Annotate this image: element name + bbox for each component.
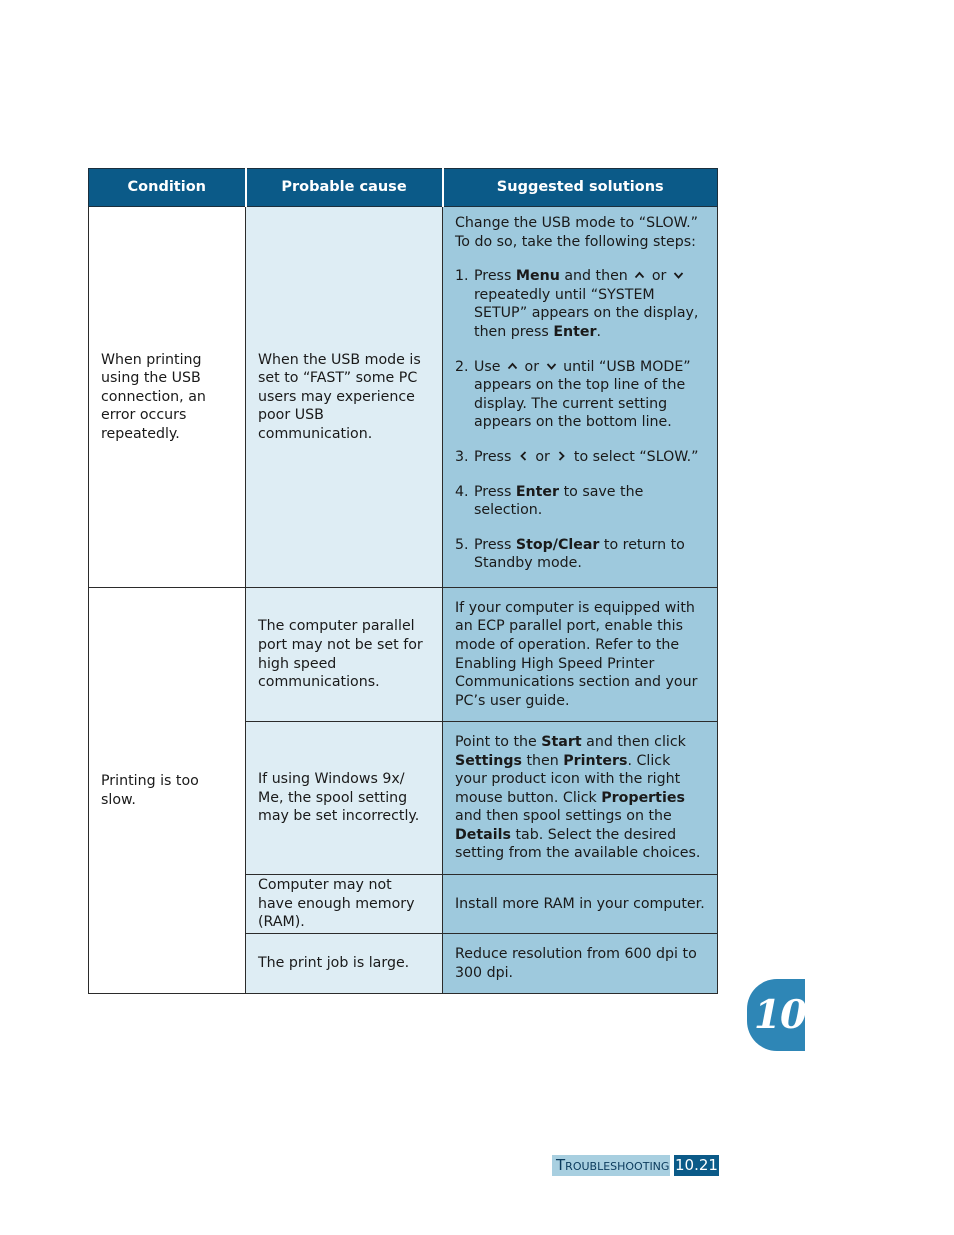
chevron-down-icon — [671, 269, 686, 281]
header-condition: Condition — [89, 169, 246, 207]
solution-cell: Reduce resolution from 600 dpi to 300 dpi. — [443, 934, 718, 994]
cause-cell: Computer may not have enough memory (RAM). — [246, 875, 443, 934]
step-2: 2. Use or until “USB MODE” appears on the top line of the display. The current setting appears on the bottom line. — [455, 358, 691, 431]
page-footer — [552, 1155, 719, 1176]
footer-page-number: 10.21 — [675, 1156, 718, 1174]
condition-cell: When printing using the USB connection, an error occurs repeatedly. — [89, 207, 246, 588]
chevron-right-icon — [554, 450, 569, 462]
solution-steps — [455, 267, 705, 573]
solution-cell: Point to the Start and then click Settings then Printers. Click your product icon with the right mouse button. Click Properties and then spool settings on the Details tab. Select the desired setting from the available choices. — [443, 722, 718, 875]
chevron-down-icon — [544, 360, 559, 372]
step-5: 5. Press Stop/Clear to return to Standby mode. — [455, 536, 685, 572]
chevron-up-icon — [505, 360, 520, 372]
chapter-number: 10 — [753, 992, 807, 1038]
troubleshooting-table — [88, 168, 718, 994]
footer-section-label: TROUBLESHOOTING — [552, 1155, 670, 1176]
solution-cell — [443, 207, 718, 588]
step-1: 1. Press Menu and then or repeatedly until “SYSTEM SETUP” appears on the display, then press Enter. — [455, 268, 699, 340]
solution-cell: Install more RAM in your computer. — [443, 875, 718, 934]
chapter-tab — [747, 979, 805, 1051]
header-suggested-solutions: Suggested solutions — [443, 169, 718, 207]
step-3: 3. Press or to select “SLOW.” — [455, 448, 699, 465]
table-row — [89, 588, 718, 722]
cause-cell: When the USB mode is set to “FAST” some PC users may experience poor USB communication. — [246, 207, 443, 588]
cause-cell: If using Windows 9x/ Me, the spool setting may be set incorrectly. — [246, 722, 443, 875]
cause-cell: The computer parallel port may not be set for high speed communications. — [246, 588, 443, 722]
solution-cell: If your computer is equipped with an ECP parallel port, enable this mode of operation. Refer to the Enabling High Speed Printer Communications section and your PC’s user guide. — [443, 588, 718, 722]
step-4: 4. Press Enter to save the selection. — [455, 483, 644, 519]
header-probable-cause: Probable cause — [246, 169, 443, 207]
condition-cell: Printing is too slow. — [89, 588, 246, 994]
cause-cell: The print job is large. — [246, 934, 443, 994]
chevron-up-icon — [632, 269, 647, 281]
header-row — [89, 169, 718, 207]
solution-intro: Change the USB mode to “SLOW.” To do so, take the following steps: — [455, 215, 698, 250]
chevron-left-icon — [516, 450, 531, 462]
table-row — [89, 207, 718, 588]
